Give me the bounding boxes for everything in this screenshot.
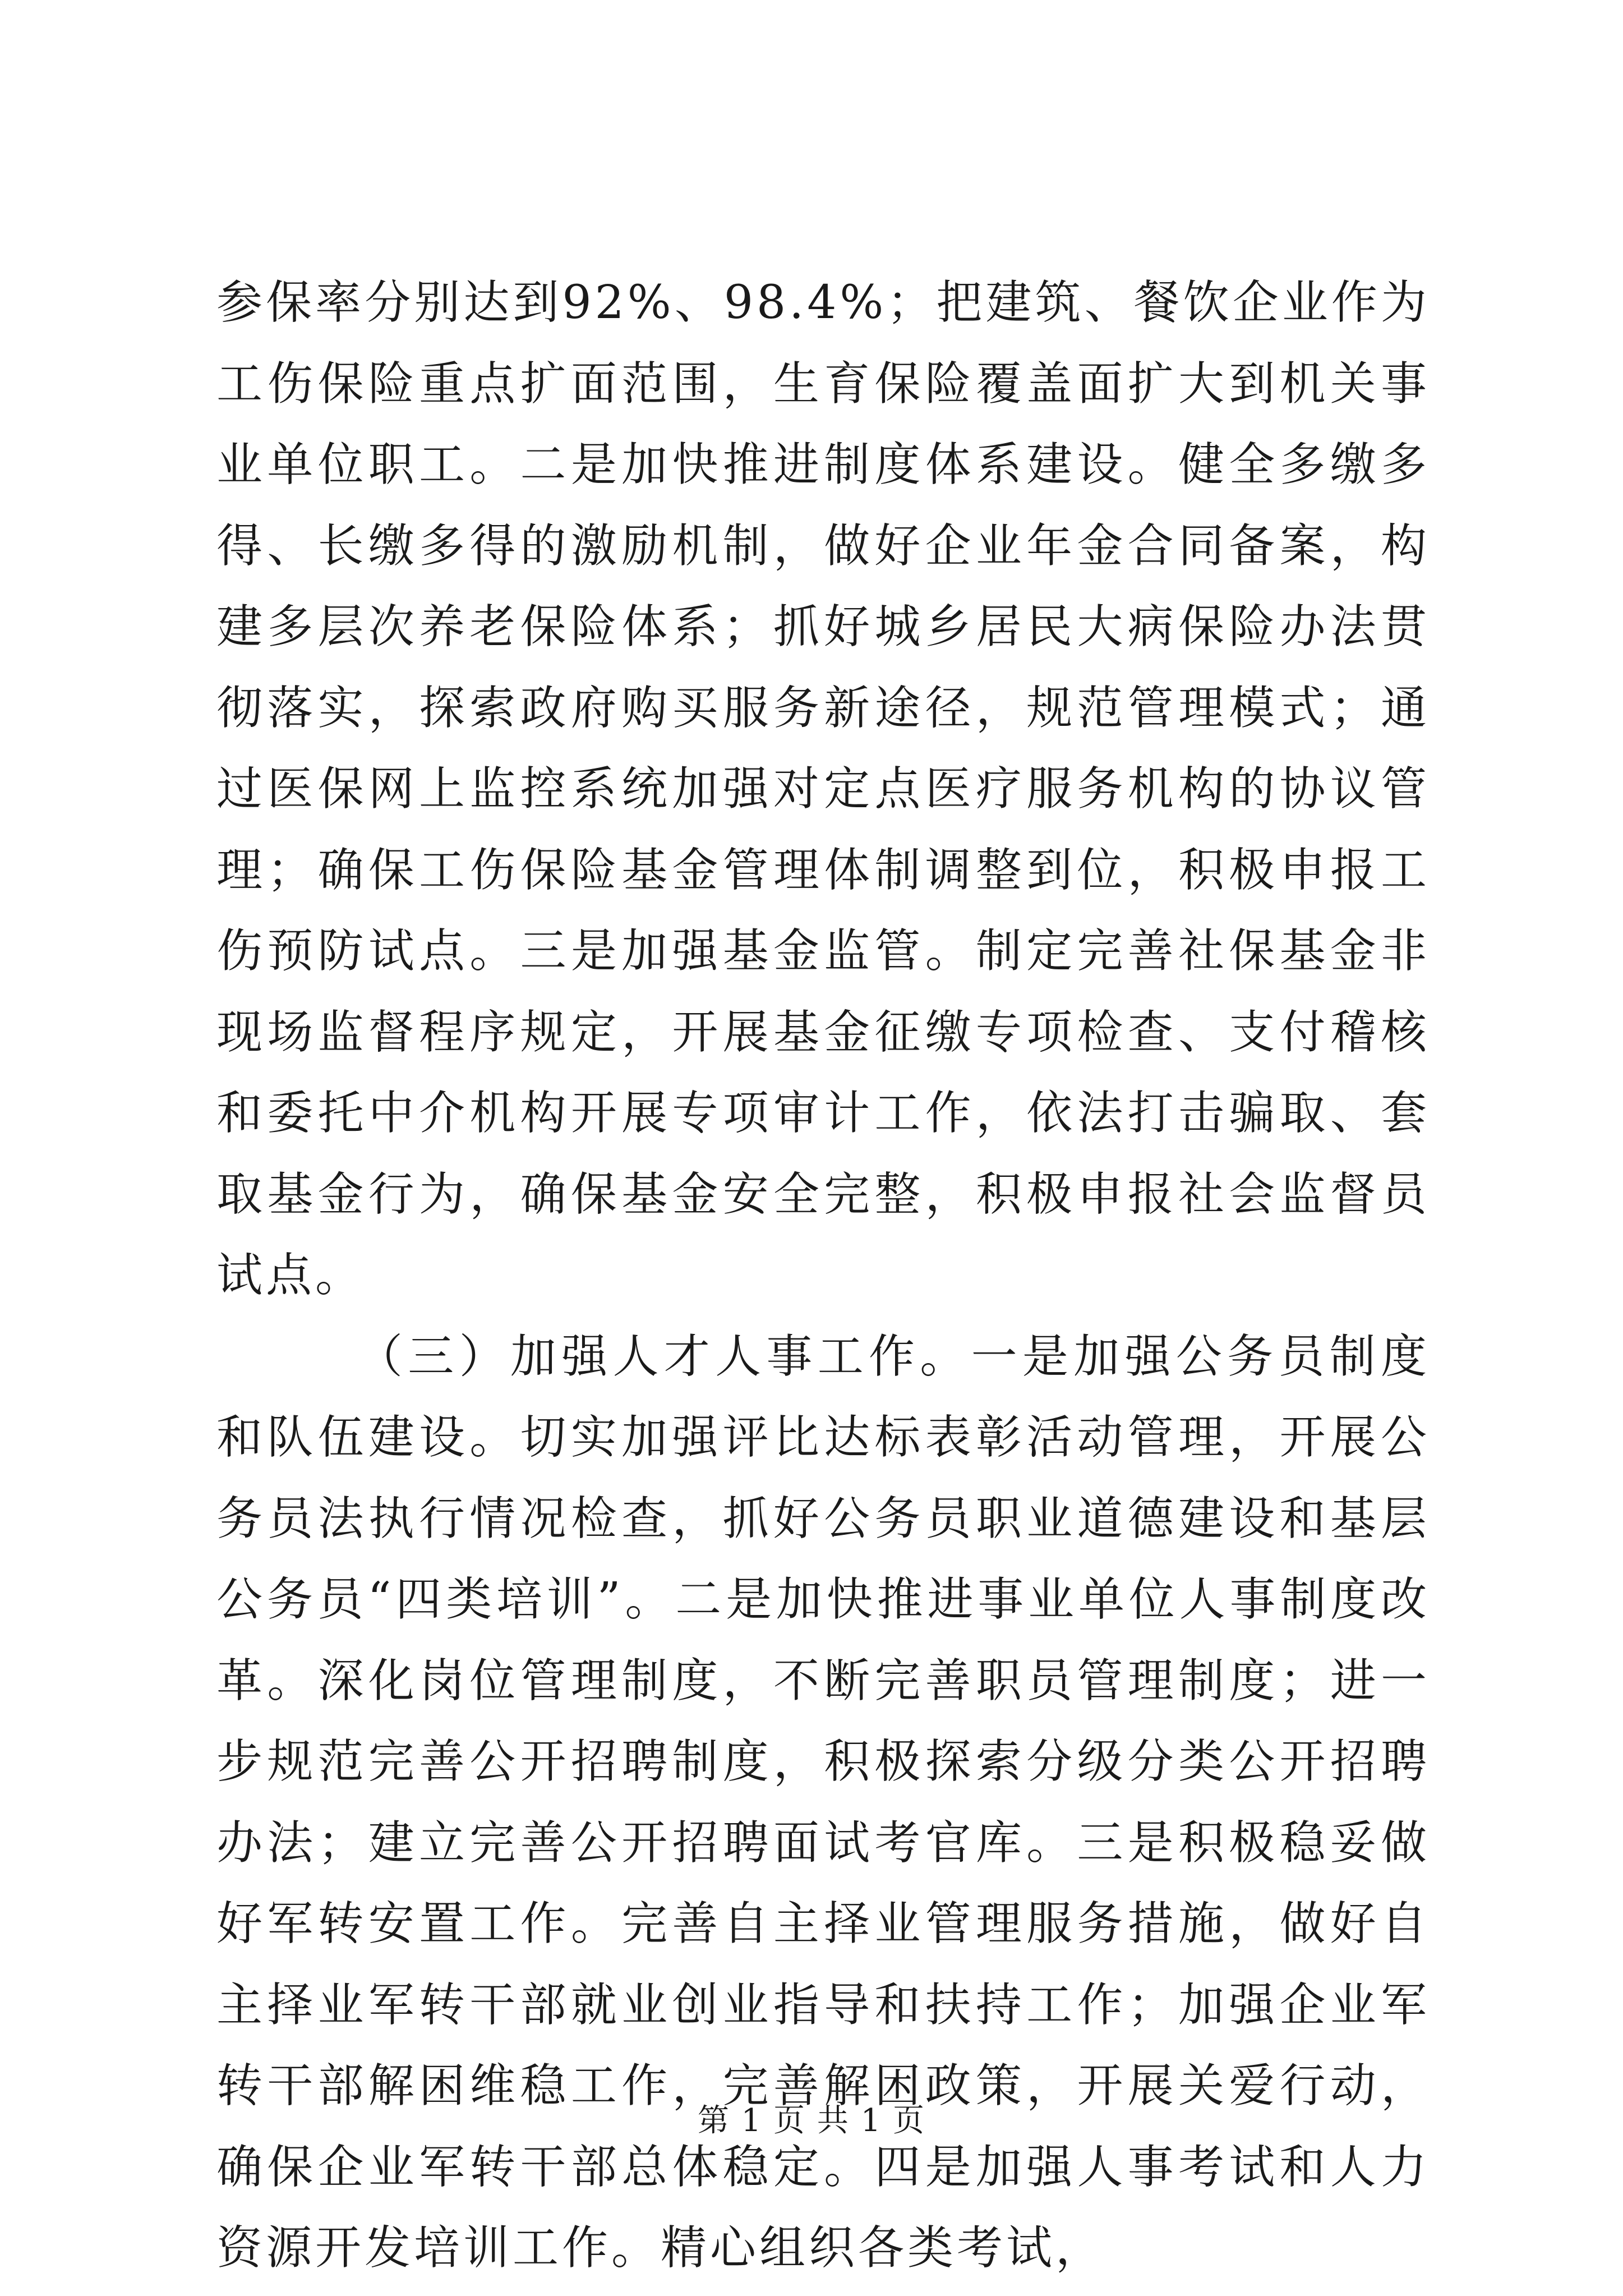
document-body xyxy=(216,263,1430,2289)
paragraph-social-insurance: 参保率分别达到92%、98.4%；把建筑、餐饮企业作为工伤保险重点扩面范围，生育保险覆盖面扩大到机关事业单位职工。二是加快推进制度体系建设。健全多缴多得、长缴多得的激励机制，做好企业年金合同备案，构建多层次养老保险体系；抓好城乡居民大病保险办法贯彻落实，探索政府购买服务新途径，规范管理模式；通过医保网上监控系统加强对定点医疗服务机构的协议管理；确保工伤保险基金管理体制调整到位，积极申报工伤预防试点。三是加强基金监管。制定完善社保基金非现场监督程序规定，开展基金征缴专项检查、支付稽核和委托中介机构开展专项审计工作，依法打击骗取、套取基金行为，确保基金安全完整，积极申报社会监督员试点。 xyxy=(216,276,1430,1302)
page-footer: 第 1 页 共 1 页 xyxy=(697,2102,926,2139)
paragraph-personnel-work: （三）加强人才人事工作。一是加强公务员制度和队伍建设。切实加强评比达标表彰活动管理，开展公务员法执行情况检查，抓好公务员职业道德建设和基层公务员“四类培训”。二是加快推进事业单位人事制度改革。深化岗位管理制度，不断完善职员管理制度；进一步规范完善公开招聘制度，积极探索分级分类公开招聘办法；建立完善公开招聘面试考官库。三是积极稳妥做好军转安置工作。完善自主择业管理服务措施，做好自主择业军转干部就业创业指导和扶持工作；加强企业军转干部解困维稳工作，完善解困政策，开展关爱行动，确保企业军转干部总体稳定。四是加强人事考试和人力资源开发培训工作。精心组织各类考试， xyxy=(216,1329,1430,2275)
